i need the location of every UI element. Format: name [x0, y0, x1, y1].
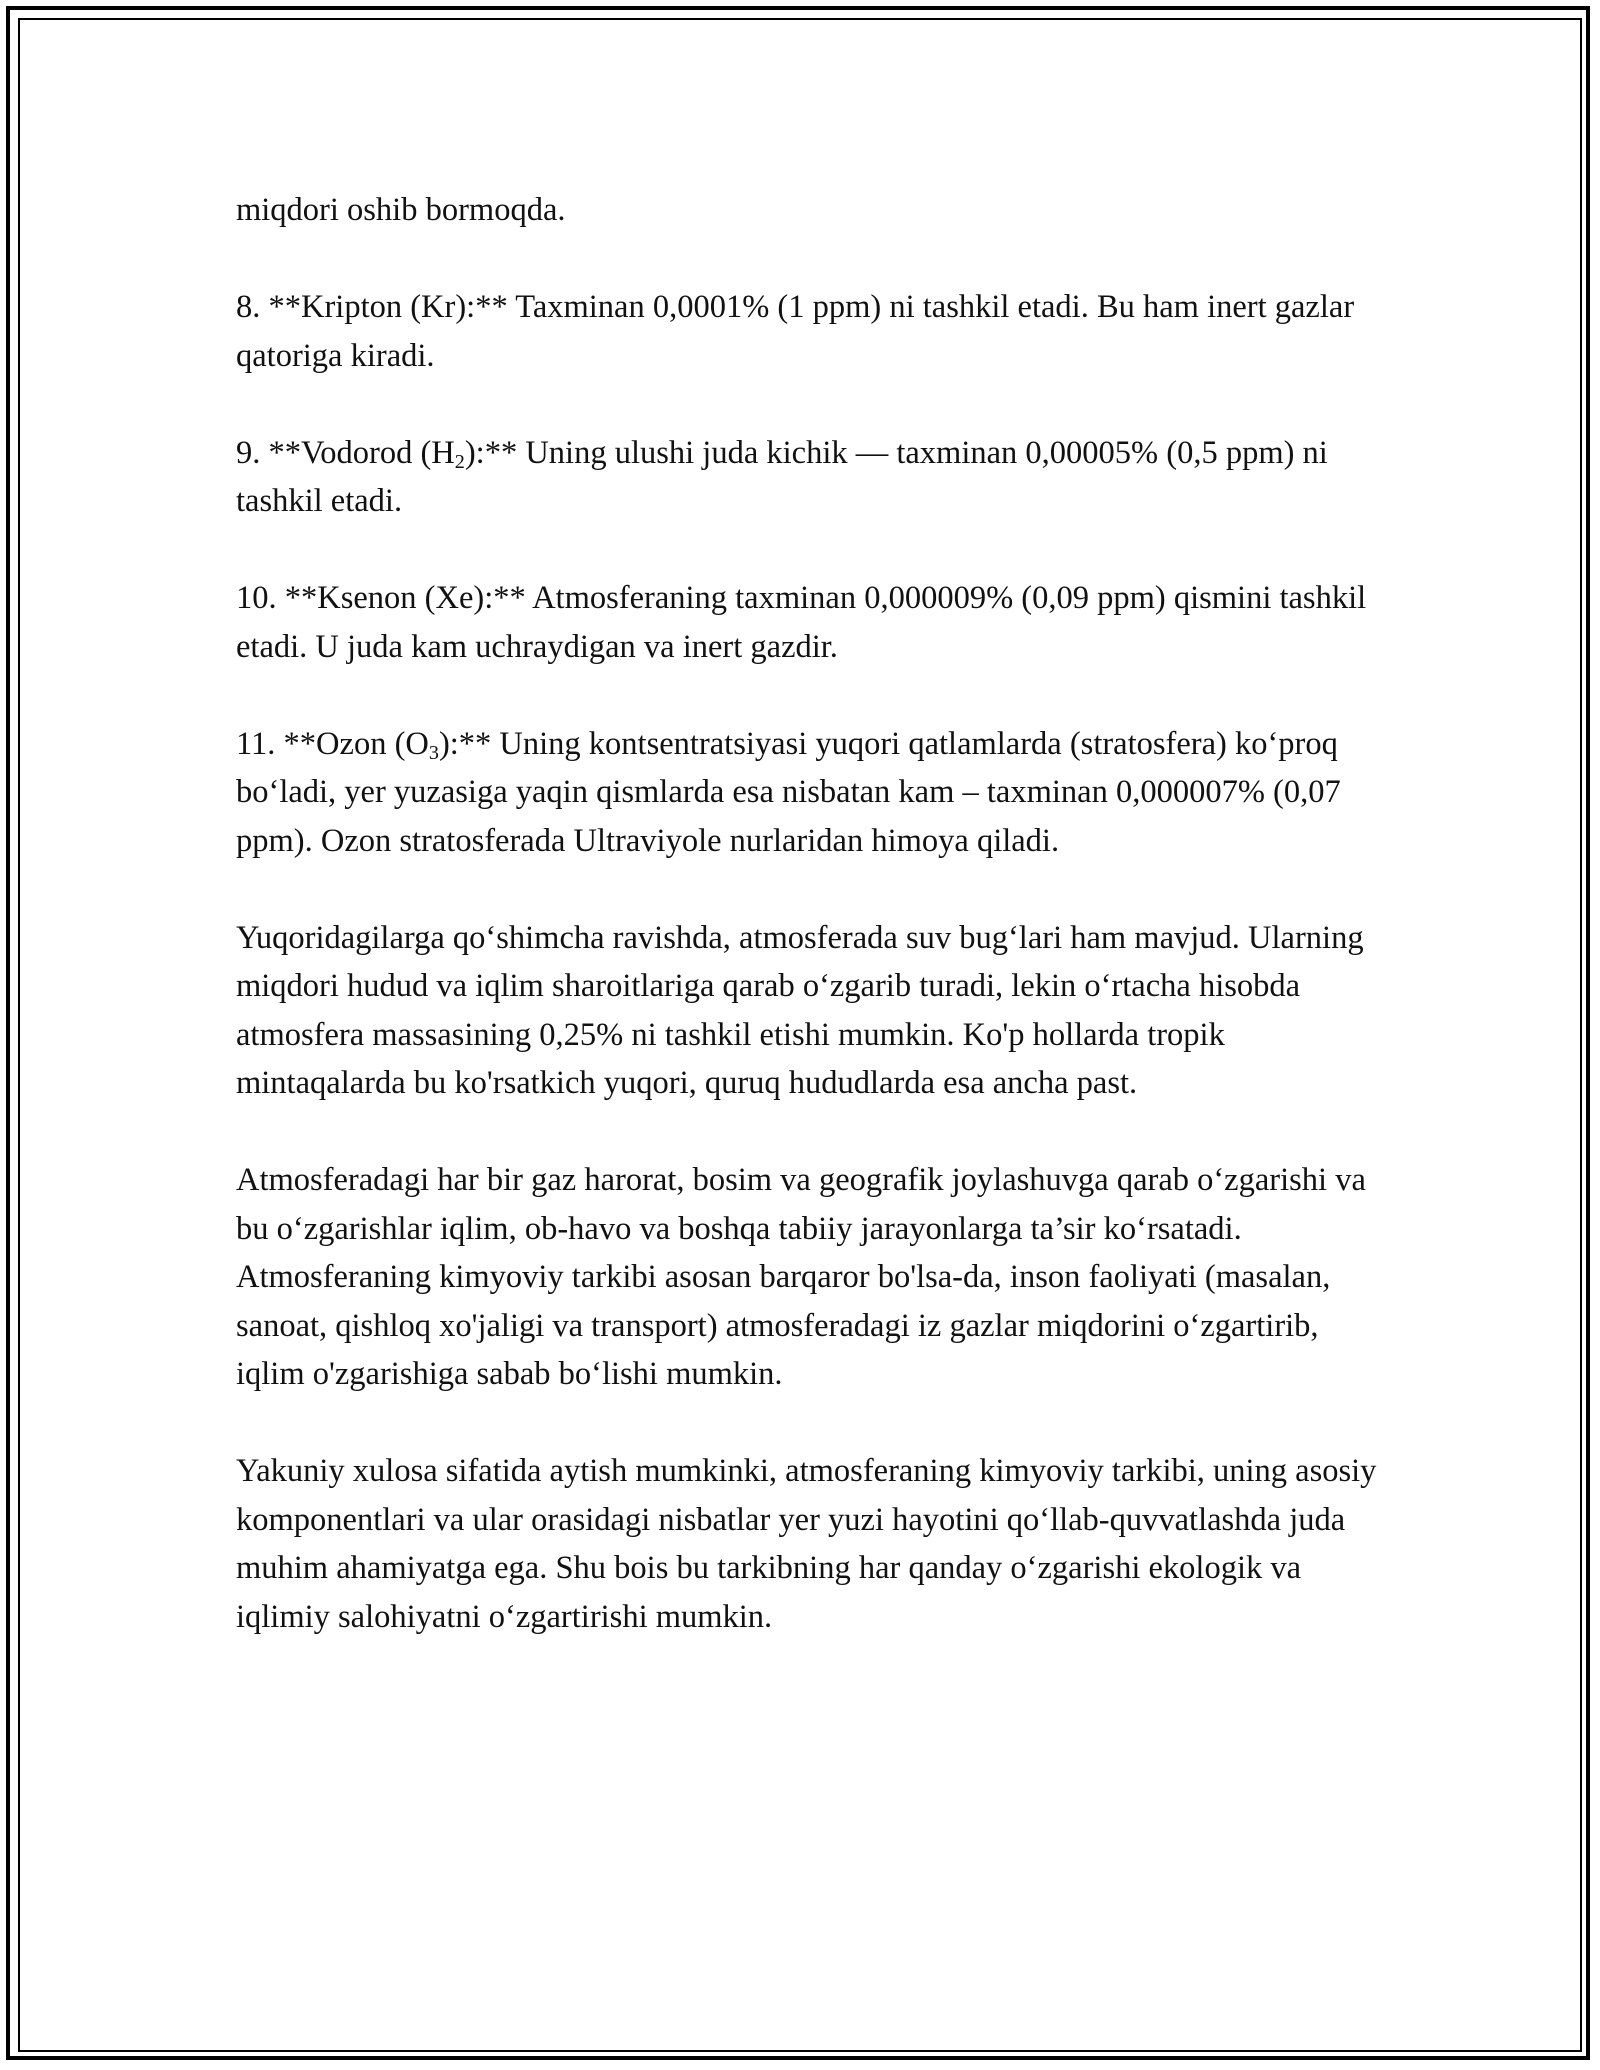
subscript: 3 [428, 741, 439, 764]
text-span: ):** Uning kontsentratsiyasi yuqori qatlamlarda (stratosfera) ko‘proq bo‘ladi, yer yuzasiga yaqin qismlarda esa nisbatan kam – taxminan 0,000007% (0,07 ppm). Ozon stratosferada Ultraviyole nurlaridan himoya qiladi. [236, 725, 1341, 859]
paragraph-continuation: miqdori oshib bormoqda. [236, 192, 566, 228]
document-body [236, 186, 1386, 1690]
text-span: 9. **Vodorod (H [236, 434, 455, 471]
list-item-ksenon: 10. **Ksenon (Xe):** Atmosferaning taxminan 0,000009% (0,09 ppm) qismini tashkil etadi. U juda kam uchraydigan va inert gazdir. [236, 580, 1367, 665]
text-span: ):** Uning ulushi juda kichik — taxminan 0,00005% (0,5 ppm) ni tashkil etadi. [236, 434, 1328, 519]
list-item-kripton: 8. **Kripton (Kr):** Taxminan 0,0001% (1 ppm) ni tashkil etadi. Bu ham inert gazlar qatoriga kiradi. [236, 289, 1355, 374]
list-item-ozon [236, 720, 1386, 866]
text-span: 11. **Ozon (O [236, 725, 429, 762]
paragraph-conclusion: Yakuniy xulosa sifatida aytish mumkinki, atmosferaning kimyoviy tarkibi, uning asosiy komponentlari va ular orasidagi nisbatlar yer yuzi hayotini qo‘llab-quvvatlashda juda muhim ahamiyatga ega. Shu bois bu tarkibning har qanday o‘zgarishi ekologik va iqlimiy salohiyatni o‘zgartirishi mumkin. [236, 1453, 1377, 1635]
paragraph-water-vapor: Yuqoridagilarga qo‘shimcha ravishda, atmosferada suv bug‘lari ham mavjud. Ularning miqdori hudud va iqlim sharoitlariga qarab o‘zgarib turadi, lekin o‘rtacha hisobda atmosfera massasining 0,25% ni tashkil etishi mumkin. Ko'p hollarda tropik mintaqalarda bu ko'rsatkich yuqori, quruq hududlarda esa ancha past. [236, 919, 1364, 1101]
list-item-vodorod [236, 429, 1386, 526]
paragraph-gas-variation: Atmosferadagi har bir gaz harorat, bosim va geografik joylashuvga qarab o‘zgarishi va bu o‘zgarishlar iqlim, ob-havo va boshqa tabiiy jarayonlarga ta’sir ko‘rsatadi. Atmosferaning kimyoviy tarkibi asosan barqaror bo'lsa-da, inson faoliyati (masalan, sanoat, qishloq xo'jaligi va transport) atmosferadagi iz gazlar miqdorini o‘zgartirib, iqlim o'zgarishiga sabab bo‘lishi mumkin. [236, 1162, 1366, 1392]
subscript: 2 [454, 450, 465, 473]
